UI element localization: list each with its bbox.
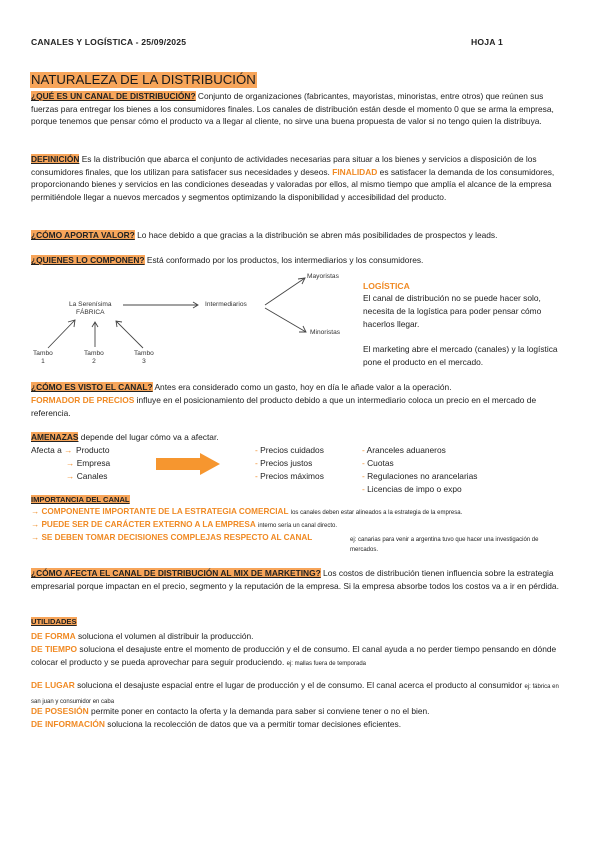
regulacion-item-1: - Aranceles aduaneros	[362, 445, 446, 455]
arrow-to-mayoristas	[265, 278, 305, 305]
definicion-text-1: Es la distribución que abarca el conjunto de actividades necesarias para situar a los bienes y servicios a disposición de los consumidores finales, que los utilizan para satisfacer sus necesidades y deseos.	[31, 154, 537, 177]
regulacion-item-2: - Cuotas	[362, 458, 394, 468]
utilidad-lugar: DE LUGAR soluciona el desajuste espacial entre el lugar de producción y el de consumo. El canal acerca el producto al consumidor ej: fábrica en san juan y consumidor en caba	[31, 680, 559, 705]
afecta-item-empresa: → Empresa	[66, 458, 111, 468]
amenazas-label: AMENAZAS	[31, 432, 79, 442]
afecta-item-canales: → Canales	[66, 471, 108, 481]
afecta-label: Afecta a →	[31, 445, 73, 455]
logistica-p2: El marketing abre el mercado (canales) y la logística pone el producto en el mercado.	[363, 344, 558, 367]
importancia-item-2: → PUEDE SER DE CARÁCTER EXTERNO A LA EMPRESA interno sería un canal directo.	[31, 520, 338, 529]
definicion-text-2: es satisfacer la demanda de los consumidores, proporcionando bienes y servicios en las condiciones deseadas y valoradas por ellos, al mismo tiempo que amplía el alcance de la empresa permitiéndole llegar a nuevos mercados y segmentos optimizando la disponibilidad y accesibilidad del producto.	[31, 166, 555, 202]
diagram-intermediarios: Intermediarios	[205, 301, 247, 308]
precio-item-2: - Precios justos	[255, 458, 313, 468]
utilidad-informacion: DE INFORMACIÓN soluciona la recolección de datos que va a permitir tomar decisiones eficientes.	[31, 719, 402, 729]
arrow-tambo-1	[48, 320, 75, 348]
mix-label: ¿CÓMO AFECTA EL CANAL DE DISTRIBUCIÓN AL MIX DE MARKETING?	[31, 568, 321, 578]
utilidad-tiempo: DE TIEMPO soluciona el desajuste entre el momento de producción y el de consumo. El canal ayuda a no perder tiempo pensando en dónde colocar el producto y se pueda aprovechar para seguir produciendo. ej: mallas fuera de temporada	[31, 644, 557, 667]
logistica-title: LOGÍSTICA	[363, 281, 410, 291]
section-title: NATURALEZA DE LA DISTRIBUCIÓN	[31, 72, 256, 87]
definicion-label: DEFINICIÓN	[31, 154, 80, 164]
visto-label: ¿CÓMO ES VISTO EL CANAL?	[31, 382, 153, 392]
paragraph-definicion	[31, 153, 565, 203]
arrow-tambo-3	[116, 321, 143, 348]
page-label: HOJA 1	[471, 37, 503, 47]
importancia-item-3-note: ej: canarias para venir a argentina tuvo que hacer una investigación de mercados.	[350, 537, 539, 553]
diagram-tambo-1: Tambo 1	[33, 350, 53, 365]
importancia-item-1: → COMPONENTE IMPORTANTE DE LA ESTRATEGIA COMERCIAL los canales deben estar alineados a la estrategia de la empresa.	[31, 507, 463, 516]
diagram-fabrica: La Serenísima FÁBRICA	[69, 301, 112, 316]
big-arrow-icon	[156, 453, 220, 475]
regulacion-item-3: - Regulaciones no arancelarias	[362, 471, 478, 481]
distribution-diagram	[28, 270, 360, 370]
precio-item-1: - Precios cuidados	[255, 445, 324, 455]
mix-text: Los costos de distribución tienen influencia sobre la estrategia empresarial porque impactan en el precio, segmento y la reputación de la empresa. Si la empresa absorbe todos los costos va a ir en pérdida.	[31, 568, 559, 591]
importancia-item-3: → SE DEBEN TOMAR DECISIONES COMPLEJAS RESPECTO AL CANAL	[31, 533, 313, 542]
doc-header-title: CANALES Y LOGÍSTICA - 25/09/2025	[31, 37, 187, 47]
que-es-text: Conjunto de organizaciones (fabricantes, mayoristas, minoristas, entre otros) que reúnen sus fuerzas para entregar los bienes a los consumidores finales. Los canales de distribución están desde el momento 0 que se arma la empresa, porque tenemos que pensar cómo el producto va a llegar al cliente, no sirve una buena propuesta de valor si no tengo quien la distribuya.	[31, 91, 554, 127]
paragraph-formador	[31, 394, 565, 419]
utilidad-forma: DE FORMA soluciona el volumen al distribuir la producción.	[31, 631, 254, 641]
amenazas-text: depende del lugar cómo va a afectar.	[78, 432, 219, 442]
componen-label: ¿QUIENES LO COMPONEN?	[31, 255, 145, 265]
visto-text: Antes era considerado como un gasto, hoy en día le añade valor a la operación.	[152, 382, 452, 392]
paragraph-visto	[31, 381, 565, 394]
diagram-minoristas: Minoristas	[310, 329, 341, 336]
formador-label: FORMADOR DE PRECIOS	[31, 395, 135, 405]
paragraph-aporta	[31, 229, 565, 242]
utilidad-posesion: DE POSESIÓN permite poner en contacto la oferta y la demanda para saber si conviene tener o no el bien.	[31, 706, 430, 716]
utilidades-label: UTILIDADES	[31, 617, 77, 626]
componen-text: Está conformado por los productos, los intermediarios y los consumidores.	[144, 255, 424, 265]
diagram-tambo-3: Tambo 3	[134, 350, 154, 365]
finalidad-label: FINALIDAD	[332, 166, 378, 177]
afecta-item-producto: Producto	[76, 445, 110, 455]
diagram-mayoristas: Mayoristas	[307, 273, 339, 280]
paragraph-amenazas	[31, 431, 565, 444]
arrow-to-minoristas	[265, 308, 306, 332]
paragraph-componen	[31, 254, 565, 267]
aporta-label: ¿CÓMO APORTA VALOR?	[31, 230, 135, 240]
paragraph-que-es	[31, 90, 565, 128]
logistica-p1: El canal de distribución no se puede hacer solo, necesita de la logística para poder pensar cómo hacerlos llegar.	[363, 293, 542, 329]
que-es-label: ¿QUÉ ES UN CANAL DE DISTRIBUCIÓN?	[31, 91, 196, 101]
aporta-text: Lo hace debido a que gracias a la distribución se abren más posibilidades de prospectos y leads.	[134, 230, 498, 240]
paragraph-mix	[31, 567, 565, 592]
precio-item-3: - Precios máximos	[255, 471, 324, 481]
importancia-label: IMPORTANCIA DEL CANAL	[31, 495, 130, 504]
formador-text: influye en el posicionamiento del producto debido a que un intermediario coloca un precio en el mercado de referencia.	[31, 395, 537, 418]
diagram-tambo-2: Tambo 2	[84, 350, 104, 365]
regulacion-item-4: - Licencias de impo o expo	[362, 484, 462, 494]
